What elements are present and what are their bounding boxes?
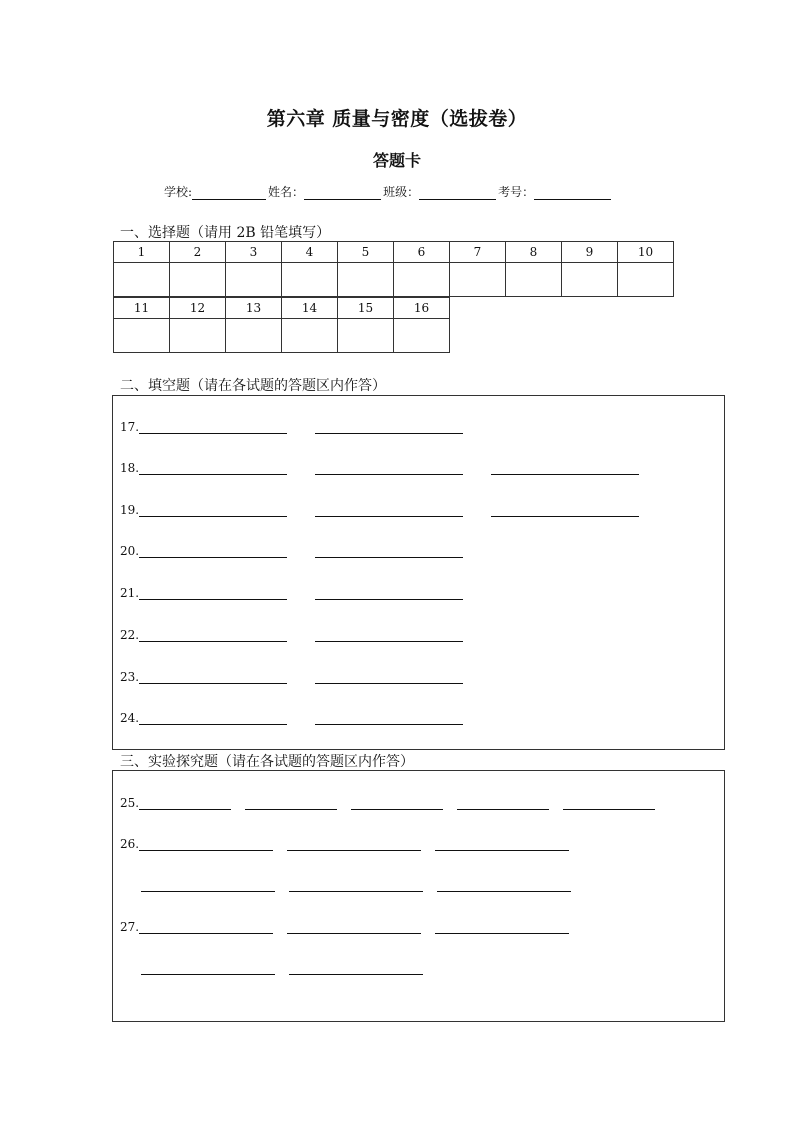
question-label: 23.: [120, 670, 140, 684]
answer-blank[interactable]: [315, 671, 463, 684]
answer-blank[interactable]: [351, 797, 443, 810]
answer-blank[interactable]: [139, 921, 273, 934]
question-label: 19.: [120, 503, 140, 517]
question-number-cell: 6: [394, 242, 450, 263]
answer-blank[interactable]: [437, 879, 571, 892]
fill-blank-answer-area: [112, 395, 725, 750]
question-number-cell: 13: [226, 298, 282, 319]
answer-cell-12[interactable]: [170, 319, 226, 353]
answer-blank[interactable]: [139, 797, 231, 810]
answer-cell-14[interactable]: [282, 319, 338, 353]
fill-blank-question-row: [120, 420, 463, 434]
answer-blank[interactable]: [287, 921, 421, 934]
question-label: 26.: [120, 837, 140, 851]
answer-blank[interactable]: [139, 462, 287, 475]
fill-blank-question-row: [120, 670, 463, 684]
question-label: 20.: [120, 544, 140, 558]
mc-grid-1: [113, 241, 674, 297]
answer-card-subtitle: 答题卡: [372, 151, 421, 170]
answer-blank[interactable]: [287, 838, 421, 851]
answer-cell-6[interactable]: [394, 263, 450, 297]
fill-blank-question-row: [120, 628, 463, 642]
name-field[interactable]: [304, 187, 381, 200]
answer-blank[interactable]: [139, 504, 287, 517]
answer-blank[interactable]: [315, 504, 463, 517]
answer-blank[interactable]: [315, 629, 463, 642]
page-title: 第六章 质量与密度（选拔卷）: [266, 108, 528, 130]
class-label: 班级：: [383, 185, 420, 199]
answer-cell-16[interactable]: [394, 319, 450, 353]
student-info-row: [164, 183, 613, 200]
answer-blank[interactable]: [141, 879, 275, 892]
answer-cell-5[interactable]: [338, 263, 394, 297]
answer-blank[interactable]: [139, 712, 287, 725]
answer-blank[interactable]: [141, 962, 275, 975]
question-number-cell: 3: [226, 242, 282, 263]
answer-blank[interactable]: [491, 462, 639, 475]
question-label: 25.: [120, 796, 140, 810]
answer-blank[interactable]: [245, 797, 337, 810]
question-label: 21.: [120, 586, 140, 600]
answer-blank[interactable]: [289, 962, 423, 975]
answer-blank[interactable]: [139, 587, 287, 600]
class-field[interactable]: [419, 187, 496, 200]
exam-number-label: 考号：: [498, 185, 535, 199]
exam-number-field[interactable]: [534, 187, 611, 200]
question-label: 18.: [120, 461, 140, 475]
answer-blank[interactable]: [139, 421, 287, 434]
question-number-cell: 7: [450, 242, 506, 263]
answer-blank[interactable]: [457, 797, 549, 810]
experiment-question-27-continuation: [141, 962, 423, 975]
question-label: 17.: [120, 420, 140, 434]
answer-blank[interactable]: [315, 587, 463, 600]
fill-blank-question-row: [120, 586, 463, 600]
answer-blank[interactable]: [435, 838, 569, 851]
name-label: 姓名：: [268, 185, 305, 199]
answer-blank[interactable]: [289, 879, 423, 892]
experiment-question-26-row: [120, 837, 569, 851]
school-label: 学校:: [164, 185, 193, 199]
answer-cell-8[interactable]: [506, 263, 562, 297]
answer-blank[interactable]: [435, 921, 569, 934]
answer-cell-3[interactable]: [226, 263, 282, 297]
answer-blank[interactable]: [491, 504, 639, 517]
question-number-cell: 15: [338, 298, 394, 319]
question-label: 22.: [120, 628, 140, 642]
experiment-question-27-row: [120, 920, 569, 934]
answer-blank[interactable]: [315, 545, 463, 558]
question-number-cell: 10: [618, 242, 674, 263]
question-label: 24.: [120, 711, 140, 725]
question-number-cell: 12: [170, 298, 226, 319]
experiment-question-26-continuation: [141, 879, 571, 892]
fill-blank-question-row: [120, 461, 639, 475]
answer-cell-1[interactable]: [114, 263, 170, 297]
question-number-cell: 1: [114, 242, 170, 263]
answer-cell-15[interactable]: [338, 319, 394, 353]
answer-cell-13[interactable]: [226, 319, 282, 353]
experiment-question-25-row: [120, 796, 655, 810]
answer-cell-10[interactable]: [618, 263, 674, 297]
section-experiment-title: 三、实验探究题（请在各试题的答题区内作答）: [120, 754, 414, 770]
answer-blank[interactable]: [139, 838, 273, 851]
fill-blank-question-row: [120, 711, 463, 725]
answer-cell-9[interactable]: [562, 263, 618, 297]
answer-blank[interactable]: [139, 545, 287, 558]
answer-cell-2[interactable]: [170, 263, 226, 297]
question-number-cell: 8: [506, 242, 562, 263]
fill-blank-question-row: [120, 544, 463, 558]
answer-blank[interactable]: [315, 421, 463, 434]
answer-blank[interactable]: [315, 712, 463, 725]
answer-blank[interactable]: [563, 797, 655, 810]
mc-grid-2: [113, 297, 450, 353]
answer-cell-11[interactable]: [114, 319, 170, 353]
answer-blank[interactable]: [139, 629, 287, 642]
question-number-cell: 14: [282, 298, 338, 319]
answer-blank[interactable]: [139, 671, 287, 684]
answer-blank[interactable]: [315, 462, 463, 475]
school-field[interactable]: [192, 187, 266, 200]
answer-cell-7[interactable]: [450, 263, 506, 297]
question-number-cell: 2: [170, 242, 226, 263]
question-label: 27.: [120, 920, 140, 934]
question-number-cell: 5: [338, 242, 394, 263]
fill-blank-question-row: [120, 503, 639, 517]
section-fill-blank-title: 二、填空题（请在各试题的答题区内作答）: [120, 378, 386, 394]
question-number-cell: 16: [394, 298, 450, 319]
question-number-cell: 9: [562, 242, 618, 263]
answer-cell-4[interactable]: [282, 263, 338, 297]
section-multiple-choice-title: 一、选择题（请用 2B 铅笔填写）: [120, 225, 331, 241]
question-number-cell: 11: [114, 298, 170, 319]
question-number-cell: 4: [282, 242, 338, 263]
